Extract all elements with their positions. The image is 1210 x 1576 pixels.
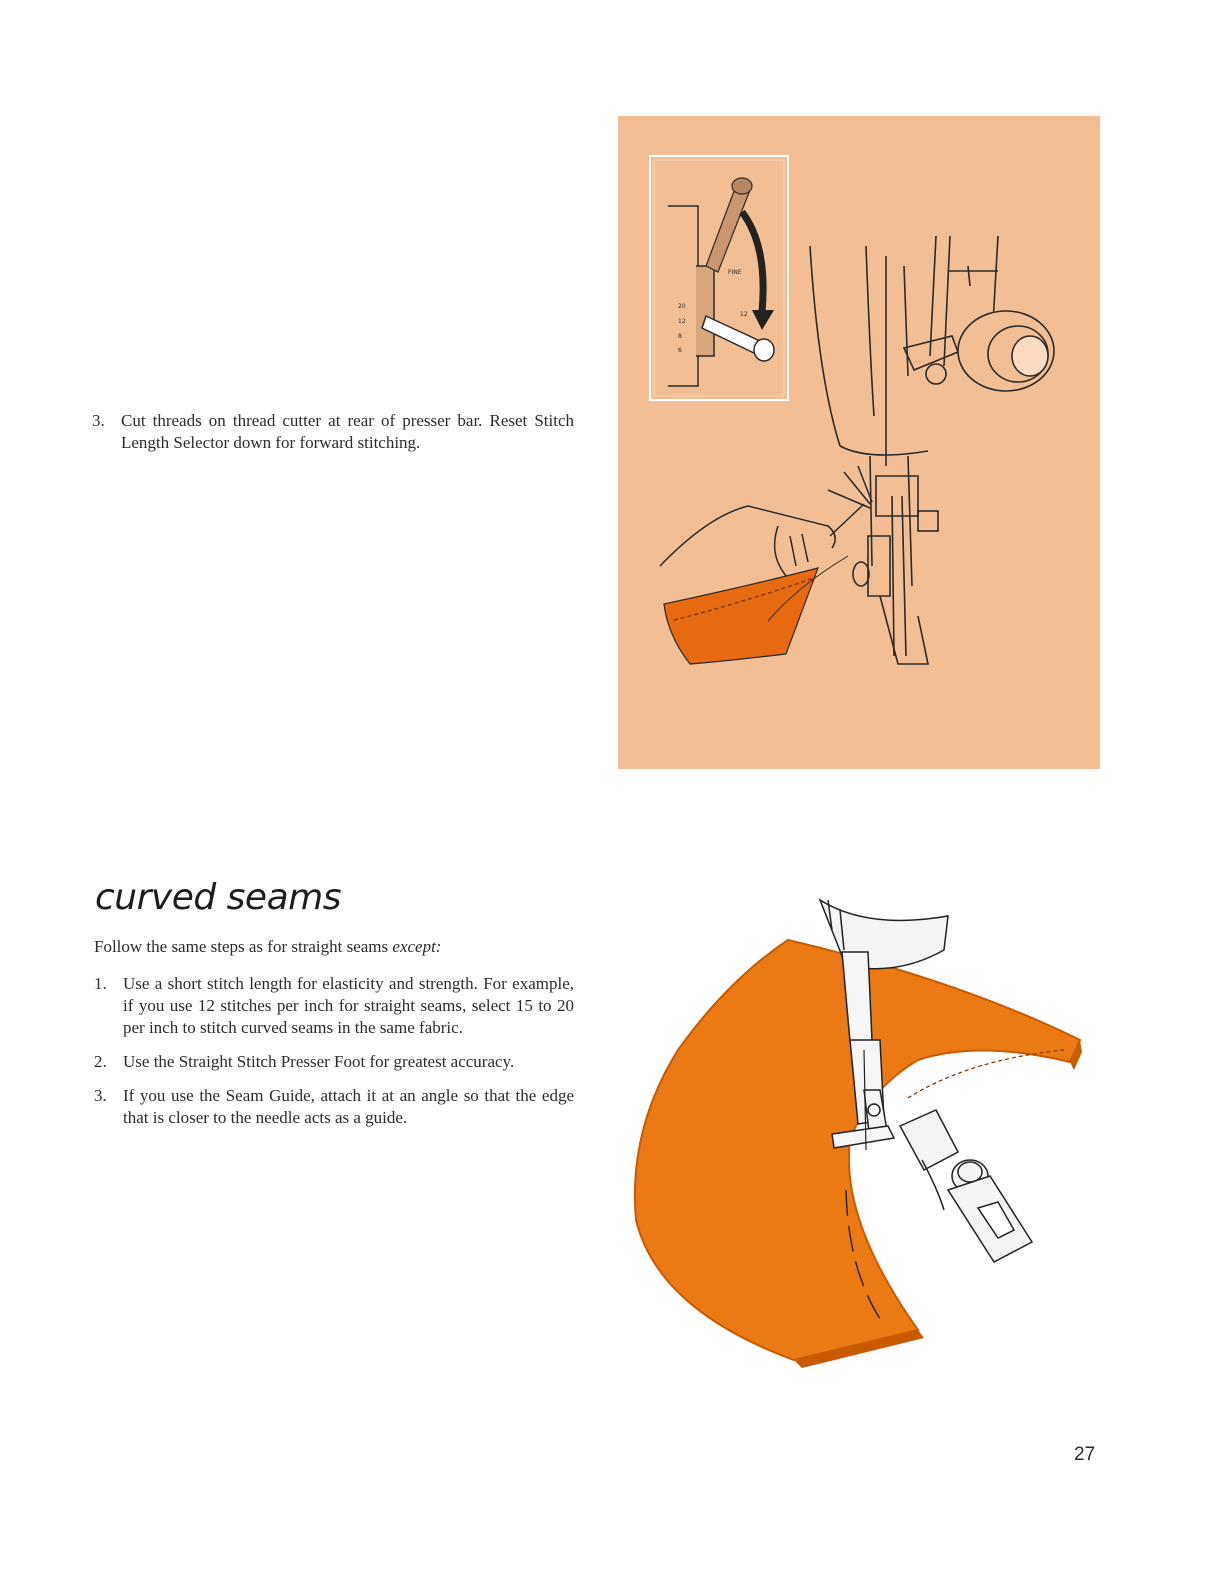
top-step [92, 410, 574, 454]
curved-seam-illustration [618, 890, 1098, 1380]
step-number: 1. [94, 974, 107, 993]
hand-illustration [660, 466, 872, 580]
step-number: 3. [94, 1086, 107, 1105]
step-text: If you use the Seam Guide, attach it at an angle so that the edge that is closer to the needle acts as a guide. [123, 1086, 574, 1127]
scale-mark-8: 8 [678, 333, 682, 340]
sewing-machine-head [810, 236, 1054, 664]
thread-cutter-illustration [618, 116, 1100, 769]
curved-seam-steps [94, 973, 574, 1141]
scale-mark-right: 12 [740, 311, 748, 318]
list-item [94, 1085, 574, 1129]
list-item [94, 1051, 574, 1073]
stitch-length-selector-inset [650, 156, 788, 400]
section-intro [94, 936, 574, 958]
page-number: 27 [1074, 1444, 1096, 1465]
scale-mark-12: 12 [678, 318, 686, 325]
section-title: curved seams [95, 877, 341, 918]
fabric-illustration [664, 556, 848, 664]
fine-label: FINE [728, 269, 742, 276]
step-text: Use the Straight Stitch Presser Foot for greatest accuracy. [123, 1052, 515, 1071]
intro-text: Follow the same steps as for straight seams [94, 937, 389, 956]
top-step-text: Cut threads on thread cutter at rear of presser bar. Reset Stitch Length Selector down for forward stitching. [121, 411, 574, 452]
intro-emphasis: except: [392, 937, 442, 956]
top-step-number: 3. [92, 411, 105, 430]
step-text: Use a short stitch length for elasticity and strength. For example, if you use 12 stitches per inch for straight seams, select 15 to 20 per inch to stitch curved seams in the same fabric. [123, 974, 574, 1037]
list-item [94, 973, 574, 1039]
scale-mark-20: 20 [678, 303, 686, 310]
scale-mark-6: 6 [678, 347, 682, 354]
seam-guide [900, 1110, 1032, 1262]
step-number: 2. [94, 1052, 107, 1071]
